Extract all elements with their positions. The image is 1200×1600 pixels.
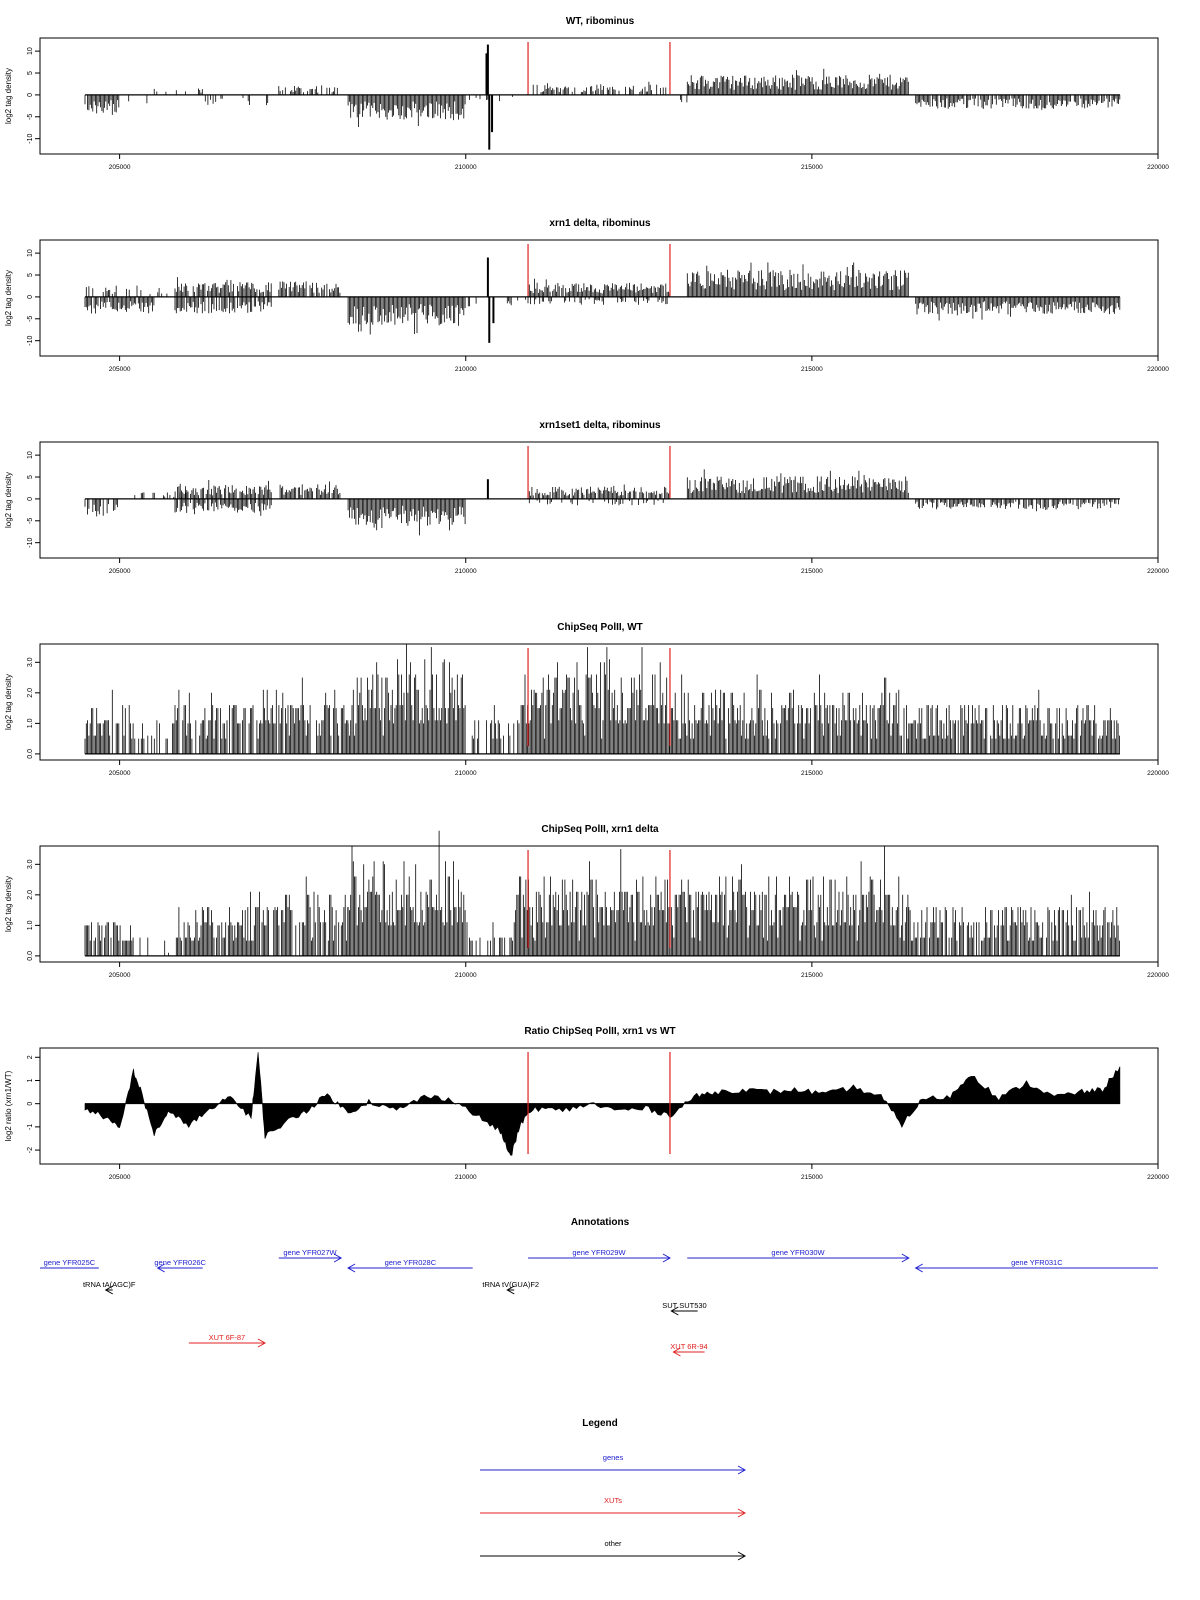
feature-label: SUT SUT530 xyxy=(662,1301,707,1310)
chart-title: ChipSeq PolII, WT xyxy=(557,622,643,633)
annotation-feature xyxy=(528,1248,670,1262)
y-tick-label: 10 xyxy=(27,249,34,258)
chart-title: xrn1set1 delta, ribominus xyxy=(539,420,661,431)
bar-series xyxy=(85,258,1120,343)
x-tick-label: 210000 xyxy=(454,568,477,575)
y-tick-label: 0.0 xyxy=(27,749,34,759)
legend-entry xyxy=(480,1453,745,1474)
annotation-feature xyxy=(154,1258,206,1272)
legend-entry xyxy=(480,1539,745,1560)
feature-label: XUT 6R-94 xyxy=(670,1342,708,1351)
x-tick-label: 205000 xyxy=(108,770,131,777)
y-tick-label: 0.0 xyxy=(27,951,34,961)
bar-series xyxy=(85,644,1119,754)
x-tick-label: 220000 xyxy=(1147,1174,1169,1181)
chart-panel-3 xyxy=(4,420,1169,575)
chart-title: ChipSeq PolII, xrn1 delta xyxy=(541,824,659,835)
annotation-feature xyxy=(83,1280,136,1294)
x-tick-label: 220000 xyxy=(1147,366,1169,373)
legend-label: genes xyxy=(602,1453,624,1462)
feature-label: gene YFR031C xyxy=(1011,1258,1063,1267)
legend-label: XUTs xyxy=(604,1496,622,1505)
annotation-feature xyxy=(40,1258,99,1268)
legend-entry xyxy=(480,1496,745,1517)
y-tick-label: 0 xyxy=(27,1101,34,1106)
feature-label: gene YFR030W xyxy=(771,1248,825,1257)
chart-panel-4 xyxy=(4,622,1169,777)
annotation-feature xyxy=(482,1280,539,1294)
x-tick-label: 215000 xyxy=(801,568,823,575)
x-tick-label: 210000 xyxy=(454,164,477,171)
feature-label: XUT 6F-87 xyxy=(208,1333,246,1342)
y-tick-label: -1 xyxy=(27,1123,34,1130)
feature-label: gene YFR027W xyxy=(283,1248,337,1257)
x-tick-label: 210000 xyxy=(454,770,477,777)
legend-title: Legend xyxy=(582,1418,618,1429)
y-tick-label: 3.0 xyxy=(27,657,34,668)
chart-panel-6 xyxy=(4,1026,1169,1181)
annotation-feature xyxy=(348,1258,473,1272)
x-tick-label: 215000 xyxy=(801,366,823,373)
y-tick-label: -5 xyxy=(27,315,34,322)
y-tick-label: 2.0 xyxy=(27,687,34,698)
y-tick-label: 3.0 xyxy=(27,859,34,870)
y-tick-label: -10 xyxy=(27,335,34,346)
y-tick-label: 10 xyxy=(27,451,34,460)
x-tick-label: 215000 xyxy=(801,164,823,171)
x-tick-label: 205000 xyxy=(108,366,131,373)
feature-label: tRNA tV(GUA)F2 xyxy=(482,1280,540,1289)
y-tick-label: 2 xyxy=(27,1055,34,1060)
feature-label: gene YFR028C xyxy=(384,1258,437,1267)
x-tick-label: 205000 xyxy=(108,1174,131,1181)
annotations-panel xyxy=(40,1217,1158,1356)
y-axis-label: log2 tag density xyxy=(4,673,13,731)
y-tick-label: 0 xyxy=(27,496,34,501)
annotation-feature xyxy=(189,1333,265,1347)
annotation-feature xyxy=(670,1342,707,1356)
chart-panel-1 xyxy=(4,16,1169,171)
annotation-feature xyxy=(662,1301,706,1315)
annotations-title: Annotations xyxy=(570,1217,630,1228)
x-tick-label: 205000 xyxy=(108,568,131,575)
plot-frame xyxy=(40,240,1158,356)
x-tick-label: 205000 xyxy=(108,972,131,979)
x-tick-label: 210000 xyxy=(454,1174,477,1181)
annotation-feature xyxy=(916,1258,1158,1272)
feature-label: tRNA tA(AGC)F xyxy=(82,1280,136,1289)
chart-title: WT, ribominus xyxy=(565,16,635,27)
feature-label: gene YFR026C xyxy=(154,1258,206,1267)
y-axis-label: log2 tag density xyxy=(4,67,13,125)
chart-title: xrn1 delta, ribominus xyxy=(549,218,651,229)
x-tick-label: 215000 xyxy=(801,1174,823,1181)
y-axis-label: log2 ratio (xrn1/WT) xyxy=(4,1070,13,1142)
legend-label: other xyxy=(604,1539,622,1548)
y-tick-label: 1.0 xyxy=(27,718,34,729)
x-tick-label: 215000 xyxy=(801,972,823,979)
x-tick-label: 210000 xyxy=(454,972,477,979)
feature-label: gene YFR025C xyxy=(43,1258,96,1267)
y-tick-label: -10 xyxy=(27,537,34,548)
y-tick-label: -2 xyxy=(27,1146,34,1154)
y-axis-label: log2 tag density xyxy=(4,875,13,933)
y-tick-label: 10 xyxy=(27,47,34,56)
y-axis-label: log2 tag density xyxy=(4,269,13,327)
y-tick-label: 0 xyxy=(27,294,34,299)
y-tick-label: 5 xyxy=(27,273,34,277)
legend-panel xyxy=(480,1418,745,1560)
y-tick-label: 2.0 xyxy=(27,889,34,900)
chart-panel-2 xyxy=(4,218,1169,373)
x-tick-label: 215000 xyxy=(801,770,823,777)
chart-title: Ratio ChipSeq PolII, xrn1 vs WT xyxy=(524,1026,676,1037)
annotation-feature xyxy=(687,1248,909,1262)
annotation-feature xyxy=(279,1248,341,1262)
y-tick-label: 1.0 xyxy=(27,920,34,931)
feature-label: gene YFR029W xyxy=(572,1248,626,1257)
y-tick-label: 0 xyxy=(27,92,34,97)
y-tick-label: -10 xyxy=(27,133,34,144)
x-tick-label: 220000 xyxy=(1147,164,1169,171)
y-tick-label: 5 xyxy=(27,475,34,479)
bar-series xyxy=(85,45,1120,150)
y-tick-label: -5 xyxy=(27,517,34,524)
x-tick-label: 210000 xyxy=(454,366,477,373)
x-tick-label: 205000 xyxy=(108,164,131,171)
bar-series xyxy=(85,469,1119,535)
y-tick-label: -5 xyxy=(27,113,34,120)
y-axis-label: log2 tag density xyxy=(4,471,13,529)
y-tick-label: 5 xyxy=(27,71,34,75)
bar-series xyxy=(85,831,1119,956)
chart-panel-5 xyxy=(4,824,1169,979)
y-tick-label: 1 xyxy=(27,1078,34,1083)
x-tick-label: 220000 xyxy=(1147,770,1169,777)
x-tick-label: 220000 xyxy=(1147,972,1169,979)
x-tick-label: 220000 xyxy=(1147,568,1169,575)
